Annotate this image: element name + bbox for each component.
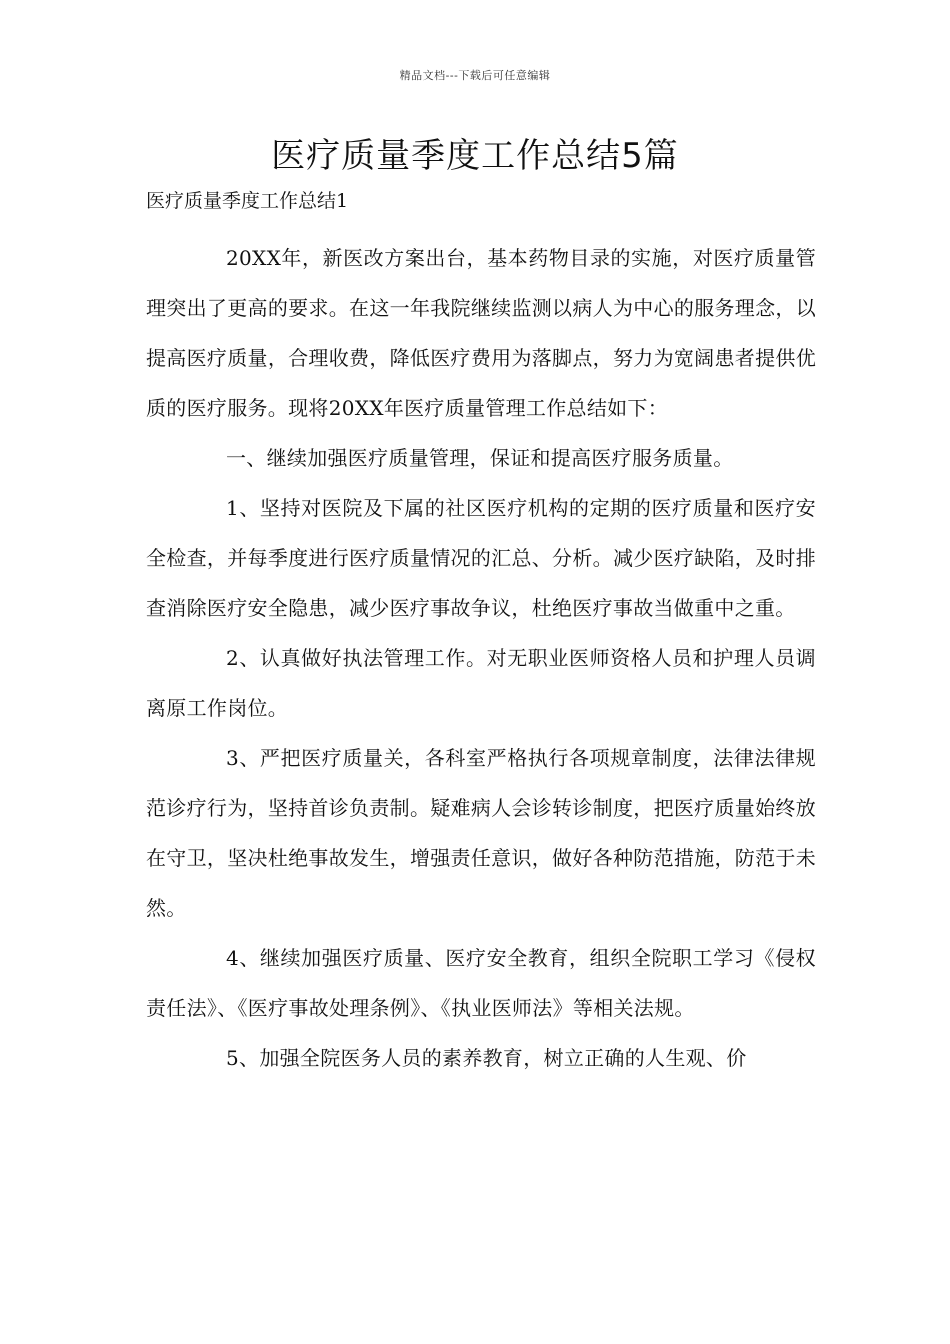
paragraph-item-3: 3、严把医疗质量关，各科室严格执行各项规章制度，法律法律规范诊疗行为，坚持首诊负责制。疑难病人会诊转诊制度，把医疗质量始终放在守卫，坚决杜绝事故发生，增强责任意识，做好各种防范措施，防范于未然。 [146, 746, 816, 920]
paragraph-item-2: 2、认真做好执法管理工作。对无职业医师资格人员和护理人员调离原工作岗位。 [146, 646, 816, 720]
paragraph-section-heading: 一、继续加强医疗质量管理，保证和提高医疗服务质量。 [226, 446, 734, 470]
paragraph-intro: 20XX年，新医改方案出台，基本药物目录的实施，对医疗质量管理突出了更高的要求。在这一年我院继续监测以病人为中心的服务理念，以提高医疗质量，合理收费，降低医疗费用为落脚点，努力为宽阔患者提供优质的医疗服务。现将20XX年医疗质量管理工作总结如下： [146, 246, 816, 420]
document-body [146, 183, 816, 1083]
paragraph-item-1: 1、坚持对医院及下属的社区医疗机构的定期的医疗质量和医疗安全检查，并每季度进行医疗质量情况的汇总、分析。减少医疗缺陷，及时排查消除医疗安全隐患，减少医疗事故争议，杜绝医疗事故当做重中之重。 [146, 496, 816, 620]
paragraph-item-5: 5、加强全院医务人员的素养教育，树立正确的人生观、价 [226, 1046, 747, 1070]
section-subtitle: 医疗质量季度工作总结1 [146, 190, 349, 212]
paragraph-item-4: 4、继续加强医疗质量、医疗安全教育，组织全院职工学习《侵权责任法》、《医疗事故处理条例》、《执业医师法》等相关法规。 [146, 946, 816, 1020]
document-title: 医疗质量季度工作总结5篇 [271, 136, 679, 176]
header-note: 精品文档---下载后可任意编辑 [399, 69, 551, 82]
